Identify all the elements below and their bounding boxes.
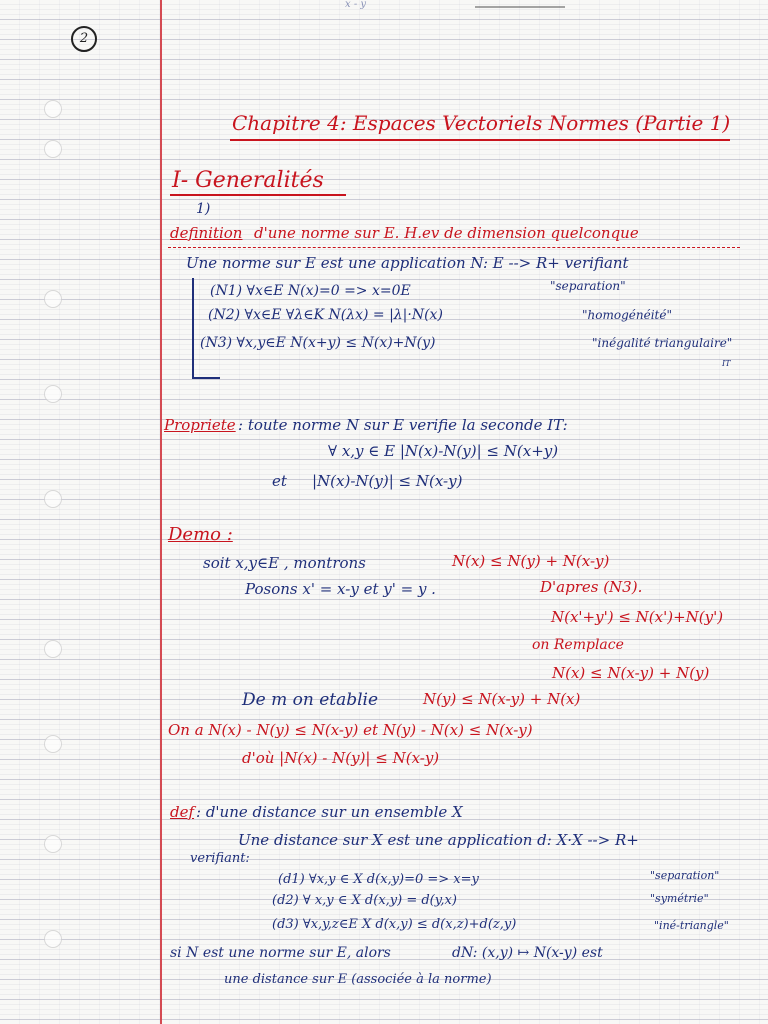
definition-title: d'une norme sur E. H.ev de dimension quelconque [254,224,639,242]
demo-line-7: On a N(x) - N(y) ≤ N(x-y) et N(y) - N(x) ≤ N(x-y) [168,721,533,739]
demo-line-6: De m on etablie [242,690,379,710]
section-heading-underline [170,194,346,196]
chapter-title: Chapitre 4: Espaces Vectoriels Normes (Partie 1) [232,111,731,135]
demo-line-4: on Remplace [532,637,624,653]
axiom-n3-name: "inégalité triangulaire" [592,336,733,350]
demo-line-6-result: N(y) ≤ N(x-y) + N(x) [423,690,581,708]
top-scribble-line [475,6,565,8]
distance-def-label: def [170,803,195,821]
axiom-d1: (d1) ∀x,y ∈ X d(x,y)=0 => x=y [278,872,479,887]
page-number-mark: 2 [71,26,97,52]
binder-hole [44,290,62,308]
demo-line-2-ref: D'apres (N3). [540,578,643,596]
demo-line-2: Posons x' = x-y et y' = y . [245,580,436,598]
demo-line-1-goal: N(x) ≤ N(y) + N(x-y) [452,552,610,570]
property-text: : toute norme N sur E verifie la seconde IT: [238,416,568,434]
axiom-d2: (d2) ∀ x,y ∈ X d(x,y) = d(y,x) [272,893,457,908]
axiom-n1-name: "separation" [550,279,626,293]
binder-hole [44,385,62,403]
distance-def-intro: Une distance sur X est une application d: X·X --> R+ [238,831,639,849]
definition-label: definition [170,224,243,242]
note-line-2: une distance sur E (associée à la norme) [224,972,492,987]
definition-intro: Une norme sur E est une application N: E --> R+ verifiant [186,254,629,272]
axiom-d3: (d3) ∀x,y,z∈E X d(x,y) ≤ d(x,z)+d(z,y) [272,917,517,932]
demo-label: Demo : [168,524,233,545]
axiom-n2-name: "homogénéité" [582,308,672,322]
axiom-n2: (N2) ∀x∈E ∀λ∈K N(λx) = |λ|·N(x) [208,307,443,323]
chapter-title-underline [230,139,730,141]
axiom-n1: (N1) ∀x∈E N(x)=0 => x=0E [210,283,411,299]
binder-hole [44,735,62,753]
it-abbrev: IT [722,359,731,368]
note-line-1-map: dN: (x,y) ↦ N(x-y) est [452,945,603,961]
axioms-bracket-foot [192,377,220,379]
binder-hole [44,100,62,118]
property-line-2-prefix: et [272,472,287,490]
section-heading: I- Generalités [172,168,324,193]
binder-hole [44,140,62,158]
distance-def-title: : d'une distance sur un ensemble X [196,803,463,821]
demo-line-5: N(x) ≤ N(x-y) + N(y) [552,664,710,682]
definition-underline [168,247,740,248]
note-line-1: si N est une norme sur E, alors [170,945,391,961]
axiom-d2-name: "symétrie" [650,892,709,905]
top-scribble: x - y [345,0,367,10]
binder-hole [44,835,62,853]
axiom-d1-name: "separation" [650,869,720,882]
binder-hole [44,640,62,658]
demo-line-3: N(x'+y') ≤ N(x')+N(y') [551,608,724,626]
axiom-d3-name: "iné-triangle" [654,919,729,932]
demo-line-1: soit x,y∈E , montrons [203,554,366,572]
binder-hole [44,930,62,948]
property-label: Propriete [164,416,236,434]
sub-number: 1) [196,201,211,217]
axiom-n3: (N3) ∀x,y∈E N(x+y) ≤ N(x)+N(y) [200,335,436,351]
property-line-2: |N(x)-N(y)| ≤ N(x-y) [312,472,463,490]
property-line-1: ∀ x,y ∈ E |N(x)-N(y)| ≤ N(x+y) [328,442,559,460]
axioms-bracket [192,278,194,378]
margin-line [160,0,162,1024]
distance-def-verifying: verifiant: [190,851,250,866]
binder-hole [44,490,62,508]
demo-line-8: d'où |N(x) - N(y)| ≤ N(x-y) [242,749,440,767]
